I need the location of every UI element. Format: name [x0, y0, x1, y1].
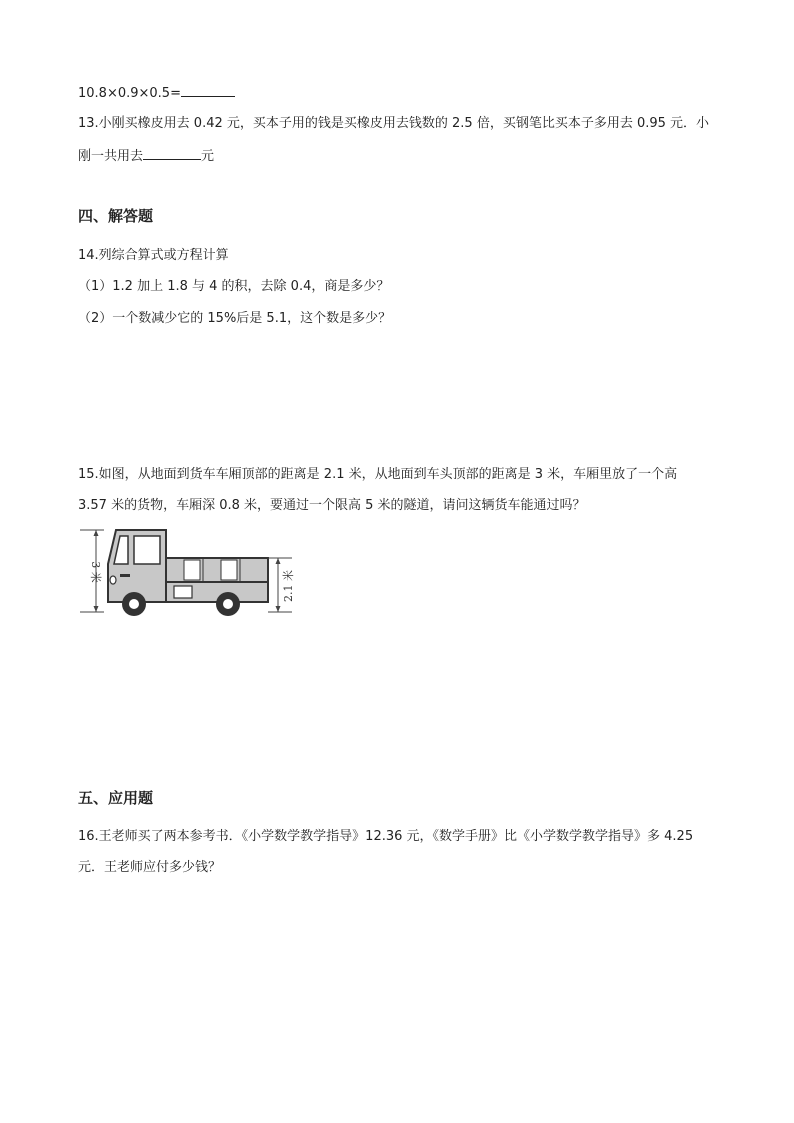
q15-line1: 15.如图，从地面到货车车厢顶部的距离是 2.1 米，从地面到车头顶部的距离是 3 米，车厢里放了一个高: [78, 467, 678, 482]
section4-title: 四、解答题: [78, 207, 154, 225]
q14-part1: （1）1.2 加上 1.8 与 4 的积，去除 0.4，商是多少？: [78, 279, 390, 294]
q13-line1: 13.小刚买橡皮用去 0.42 元，买本子用的钱是买橡皮用去钱数的 2.5 倍，买钢笔比买本子多用去 0.95 元．小: [78, 116, 710, 131]
q13-prefix: 刚一共用去: [78, 149, 144, 164]
q16-line1: 16.王老师买了两本参考书．《小学数学教学指导》12.36 元，《数学手册》比《小学数学教学指导》多 4.25: [78, 829, 694, 844]
q13-suffix: 元: [201, 149, 215, 164]
label-3m: 3 米: [89, 561, 102, 583]
front-wheel: [122, 592, 146, 616]
label-2-1m: 2.1 米: [282, 570, 295, 602]
q16-line2: 元．王老师应付多少钱？: [78, 860, 222, 875]
section5-title: 五、应用题: [78, 789, 154, 807]
q12-expr-text: 10.8×0.9×0.5=: [78, 86, 181, 101]
q15-line2: 3.57 米的货物，车厢深 0.8 米，要通过一个限高 5 米的隧道，请问这辆货车能通过吗？: [78, 498, 586, 513]
q13-line2: [78, 145, 214, 167]
q13-answer-blank[interactable]: [143, 145, 201, 160]
rear-wheel: [216, 592, 240, 616]
q12-answer-blank[interactable]: [181, 82, 235, 97]
truck-cargo-box: [166, 558, 268, 602]
q14-stem: 14.列综合算式或方程计算: [78, 248, 229, 263]
truck-diagram: [78, 524, 318, 624]
q14-part2: （2）一个数减少它的 15%后是 5.1，这个数是多少？: [78, 311, 392, 326]
q12-expression: [78, 82, 235, 104]
truck-cab: [108, 530, 166, 602]
